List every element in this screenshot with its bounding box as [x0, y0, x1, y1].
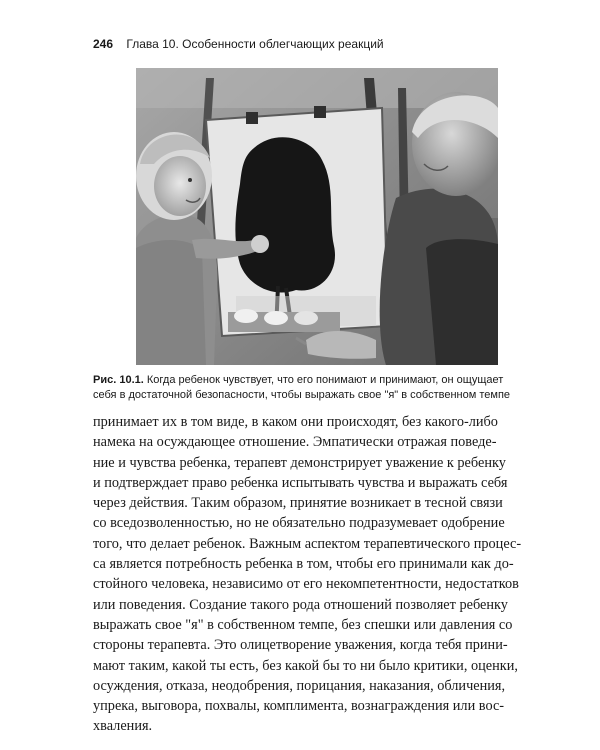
body-line: и подтверждает право ребенка испытывать чувства и выражать себя [93, 474, 508, 491]
body-line: упрека, выговора, похвалы, комплимента, вознаграждения или вос- [93, 698, 505, 715]
figure-photo [136, 68, 498, 365]
caption-line-2: себя в достаточной безопасности, чтобы выражать свое "я" в собственном темпе [93, 389, 511, 401]
body-line: стойного человека, независимо от его некомпетентности, недостатков [93, 576, 519, 593]
body-line: са является потребность ребенка в том, чтобы его принимали как до- [93, 556, 514, 573]
body-line: намека на осуждающее отношение. Эмпатически отражая поведе- [93, 434, 497, 451]
caption-text-1: Когда ребенок чувствует, что его понимают и принимают, он ощущает [143, 374, 504, 386]
body-line: ние и чувства ребенка, терапевт демонстрирует уважение к ребенку [93, 454, 506, 471]
photo-illustration [136, 68, 498, 365]
body-line: мают таким, какой ты есть, без какой бы то ни было критики, оценки, [93, 657, 518, 674]
body-line: выражать свое "я" в собственном темпе, без спешки или давления со [93, 616, 513, 633]
figure-caption [93, 373, 543, 403]
body-line: хваления. [93, 718, 153, 735]
chapter-title: Глава 10. Особенности облегчающих реакций [126, 37, 384, 51]
body-paragraph [93, 412, 545, 737]
caption-label: Рис. 10.1. [93, 374, 144, 386]
body-line: стороны терапевта. Это олицетворение уважения, когда тебя прини- [93, 637, 508, 654]
page-number: 246 [93, 37, 114, 51]
body-line: осуждения, отказа, неодобрения, порицания, наказания, обличения, [93, 677, 506, 694]
body-line: того, что делает ребенок. Важным аспектом терапевтического процес- [93, 535, 522, 552]
body-line: через действия. Таким образом, принятие возникает в тесной связи [93, 495, 503, 512]
page-header [93, 37, 553, 51]
body-line: принимает их в том виде, в каком они происходят, без какого-либо [93, 414, 498, 430]
caption-line-1 [93, 373, 543, 388]
body-line: или поведения. Создание такого рода отношений позволяет ребенку [93, 596, 508, 613]
body-line: со вседозволенностью, но не обязательно подразумевает одобрение [93, 515, 505, 532]
